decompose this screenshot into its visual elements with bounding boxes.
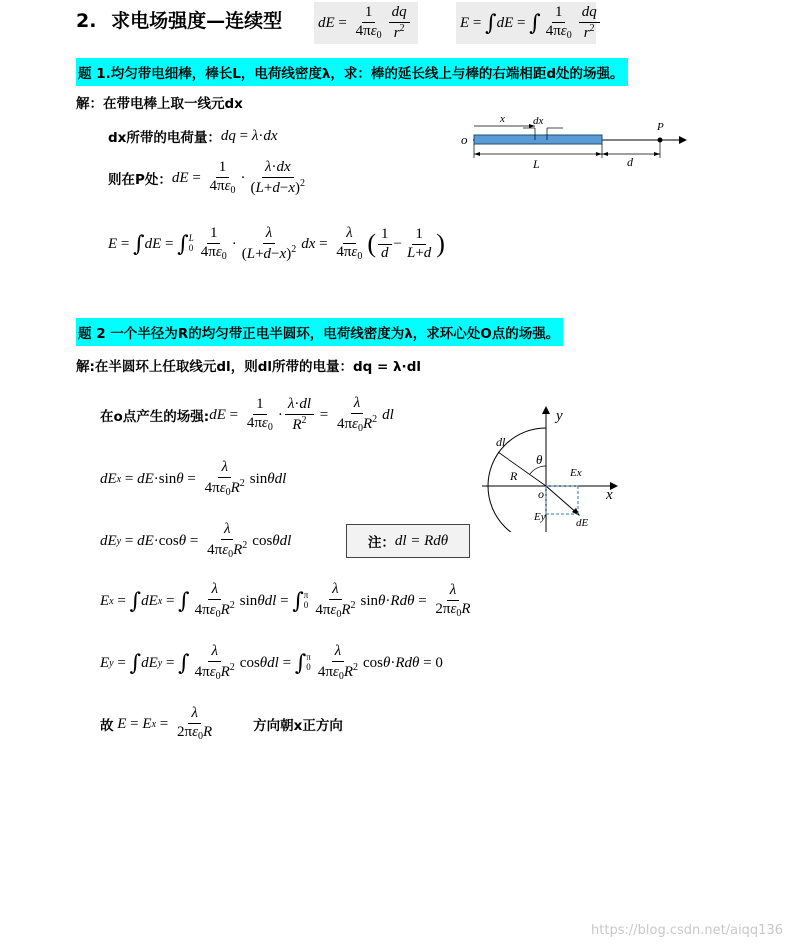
problem2-dEy: dE y = dE ·cos θ = $\frac{\lambda}{4\pi\varepsilon_0R^2}$ cos θdl bbox=[100, 521, 292, 560]
fig1-axis-arrow bbox=[679, 136, 687, 144]
watermark: https://blog.csdn.net/aiqq136 bbox=[591, 923, 783, 938]
step3-label: 则在P处： bbox=[108, 172, 172, 189]
problem2-conclusion bbox=[100, 706, 343, 742]
step2-eq: dq = λ·dx bbox=[220, 127, 278, 144]
fig2-dl-label: dl bbox=[496, 435, 506, 449]
fig1-point-p bbox=[658, 138, 663, 143]
problem2-Ey: E y = ∫ dE y = ∫ $\frac{\lambda}{4\pi\varepsilon_0R^2}$ cos θdl = ∫ π 0 $\frac{\lambda}{4\pi\varepsilon_0R^2}$ cos θ · Rdθ = 0 bbox=[100, 643, 443, 682]
problem1-final: E = ∫ dE = ∫ L 0 $\frac{1}{4\pi\varepsilon_0}$ · $\frac{\lambda}{(L+d-x)^2}$ dx = $\frac{\lambda}{4\pi\varepsilon_0}$ ( $\frac{1}{d}$ − $\frac{1}{L+d}$ ) bbox=[108, 225, 445, 262]
step2-label: dx所带的电荷量： bbox=[108, 130, 221, 146]
note-label: 注： bbox=[367, 535, 395, 551]
fig2-Ex-label: Ex bbox=[570, 467, 582, 479]
conclusion-eq: E = E x = $\frac{\lambda}{2\pi\varepsilon_0R}$ bbox=[117, 705, 213, 742]
p2-step2-eq: dE = $\frac{1}{4\pi\varepsilon_0}$ · $\frac{\lambda\cdot dl}{R^2}$ = $\frac{\lambda}{4\pi\varepsilon_0R^2}$ dl bbox=[209, 395, 394, 434]
rod-figure bbox=[455, 108, 695, 174]
fig2-Ey-label: Ey bbox=[534, 511, 546, 523]
fig1-x-label: x bbox=[500, 113, 505, 125]
fig1-dx-label: dx bbox=[533, 115, 544, 127]
fig2-dE-label: dE bbox=[576, 517, 589, 529]
section-number: 2. bbox=[76, 10, 97, 32]
fig2-theta-arc bbox=[530, 466, 546, 474]
fig2-theta-label: θ bbox=[536, 452, 543, 467]
problem1-step2 bbox=[108, 126, 278, 146]
p2-step2-label: 在o点产生的场强: bbox=[100, 409, 210, 426]
note-eq: dl = Rdθ bbox=[394, 532, 449, 549]
formula-e-box: E = ∫ dE = ∫ $\frac{1}{4\pi\varepsilon_0}$ $\frac{dq}{r^2}$ bbox=[456, 2, 596, 44]
problem2-dEx: dE x = dE ·sin θ = $\frac{\lambda}{4\pi\varepsilon_0R^2}$ sin θdl bbox=[100, 459, 287, 498]
conclusion-prefix: 故 bbox=[100, 718, 114, 735]
problem2-step1: 解:在半圆环上任取线元dl，则dl所带的电量：dq = λ·dl bbox=[76, 359, 421, 375]
formula-de-box: dE = $\frac{1}{4\pi\varepsilon_0}$ $\frac{dq}{r^2}$ bbox=[314, 2, 418, 44]
fig2-o-label: o bbox=[538, 487, 544, 501]
problem2-Ex: E x = ∫ dE x = ∫ $\frac{\lambda}{4\pi\varepsilon_0R^2}$ sin θdl = ∫ π 0 $\frac{\lambda}{4\pi\varepsilon_0R^2}$ sin θ · Rdθ = $\frac{\lambda}{2\pi\varepsilon_0R}$ bbox=[100, 581, 471, 620]
problem1-step3 bbox=[108, 160, 310, 197]
fig1-p-label: P bbox=[657, 121, 664, 133]
section-title: 求电场强度—连续型 bbox=[111, 10, 283, 32]
step3-eq: dE = $\frac{1}{4\pi\varepsilon_0}$ · $\frac{\lambda\cdot dx}{(L+d-x)^2}$ bbox=[171, 159, 305, 196]
fig2-dE-vector bbox=[546, 486, 578, 514]
fig1-rod bbox=[474, 135, 602, 144]
note-box bbox=[346, 524, 470, 558]
fig2-y-label: y bbox=[556, 408, 563, 424]
conclusion-direction: 方向朝x正方向 bbox=[253, 718, 343, 735]
section-heading bbox=[76, 6, 282, 33]
fig2-R-label: R bbox=[510, 469, 518, 483]
problem1-step1: 解：在带电棒上取一线元dx bbox=[76, 96, 243, 112]
semicircle-figure bbox=[478, 404, 628, 532]
problem2-step2 bbox=[100, 396, 394, 434]
fig1-L-label: L bbox=[533, 157, 540, 171]
problem1-statement: 题 1.均匀带电细棒，棒长L，电荷线密度λ，求：棒的延长线上与棒的右端相距d处的场强。 bbox=[76, 58, 628, 86]
fig1-origin-label: o bbox=[461, 132, 468, 147]
fig1-d-label: d bbox=[627, 155, 633, 169]
fig2-x-label: x bbox=[606, 487, 613, 503]
problem2-statement: 题 2 一个半径为R的均匀带正电半圆环，电荷线密度为λ，求环心处O点的场强。 bbox=[76, 318, 563, 346]
